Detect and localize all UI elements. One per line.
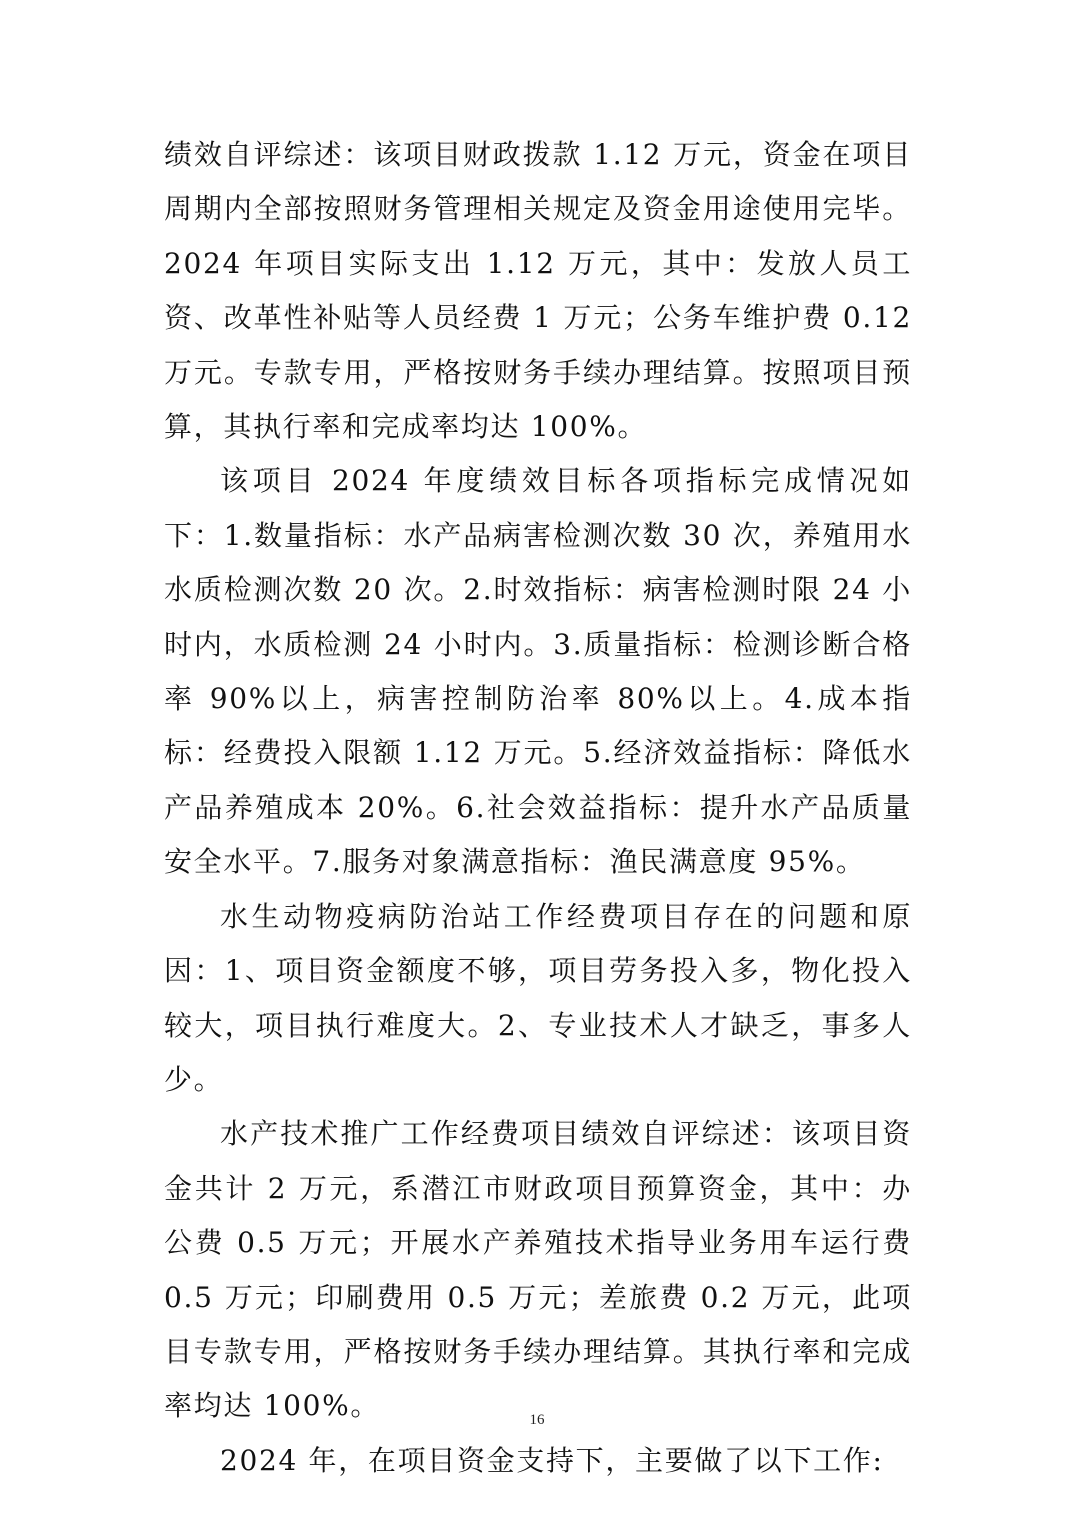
- paragraph-indicator-results: 该项目 2024 年度绩效目标各项指标完成情况如下：1.数量指标：水产品病害检测次数 30 次，养殖用水水质检测次数 20 次。2.时效指标：病害检测时限 24 小时内，水质检测 24 小时内。3.质量指标：检测诊断合格率 90%以上，病害控制防治率 80%以上。4.成本指标：经费投入限额 1.12 万元。5.经济效益指标：降低水产品养殖成本 20%。6.社会效益指标：提升水产品质量安全水平。7.服务对象满意指标：渔民满意度 95%。: [164, 464, 912, 879]
- paragraph-work-intro: 2024 年，在项目资金支持下，主要做了以下工作:: [220, 1443, 884, 1477]
- paragraph-extension-summary: 水产技术推广工作经费项目绩效自评综述：该项目资金共计 2 万元，系潜江市财政项目预算资金，其中：办公费 0.5 万元；开展水产养殖技术指导业务用车运行费 0.5 万元；印刷费用 0.5 万元；差旅费 0.2 万元，此项目专款专用，严格按财务手续办理结算。其执行率和完成率均达 100%。: [164, 1117, 912, 1423]
- body-text: [164, 128, 912, 1488]
- paragraph-problems-causes: 水生动物疫病防治站工作经费项目存在的问题和原因：1、项目资金额度不够，项目劳务投入多，物化投入较大，项目执行难度大。2、专业技术人才缺乏，事多人少。: [164, 899, 912, 1096]
- paragraph-performance-summary: 绩效自评综述：该项目财政拨款 1.12 万元，资金在项目周期内全部按照财务管理相关规定及资金用途使用完毕。2024 年项目实际支出 1.12 万元，其中：发放人员工资、改革性补贴等人员经费 1 万元；公务车维护费 0.12 万元。专款专用，严格按财务手续办理结算。按照项目预算，其执行率和完成率均达 100%。: [164, 138, 912, 444]
- page-number: 16: [529, 1412, 545, 1428]
